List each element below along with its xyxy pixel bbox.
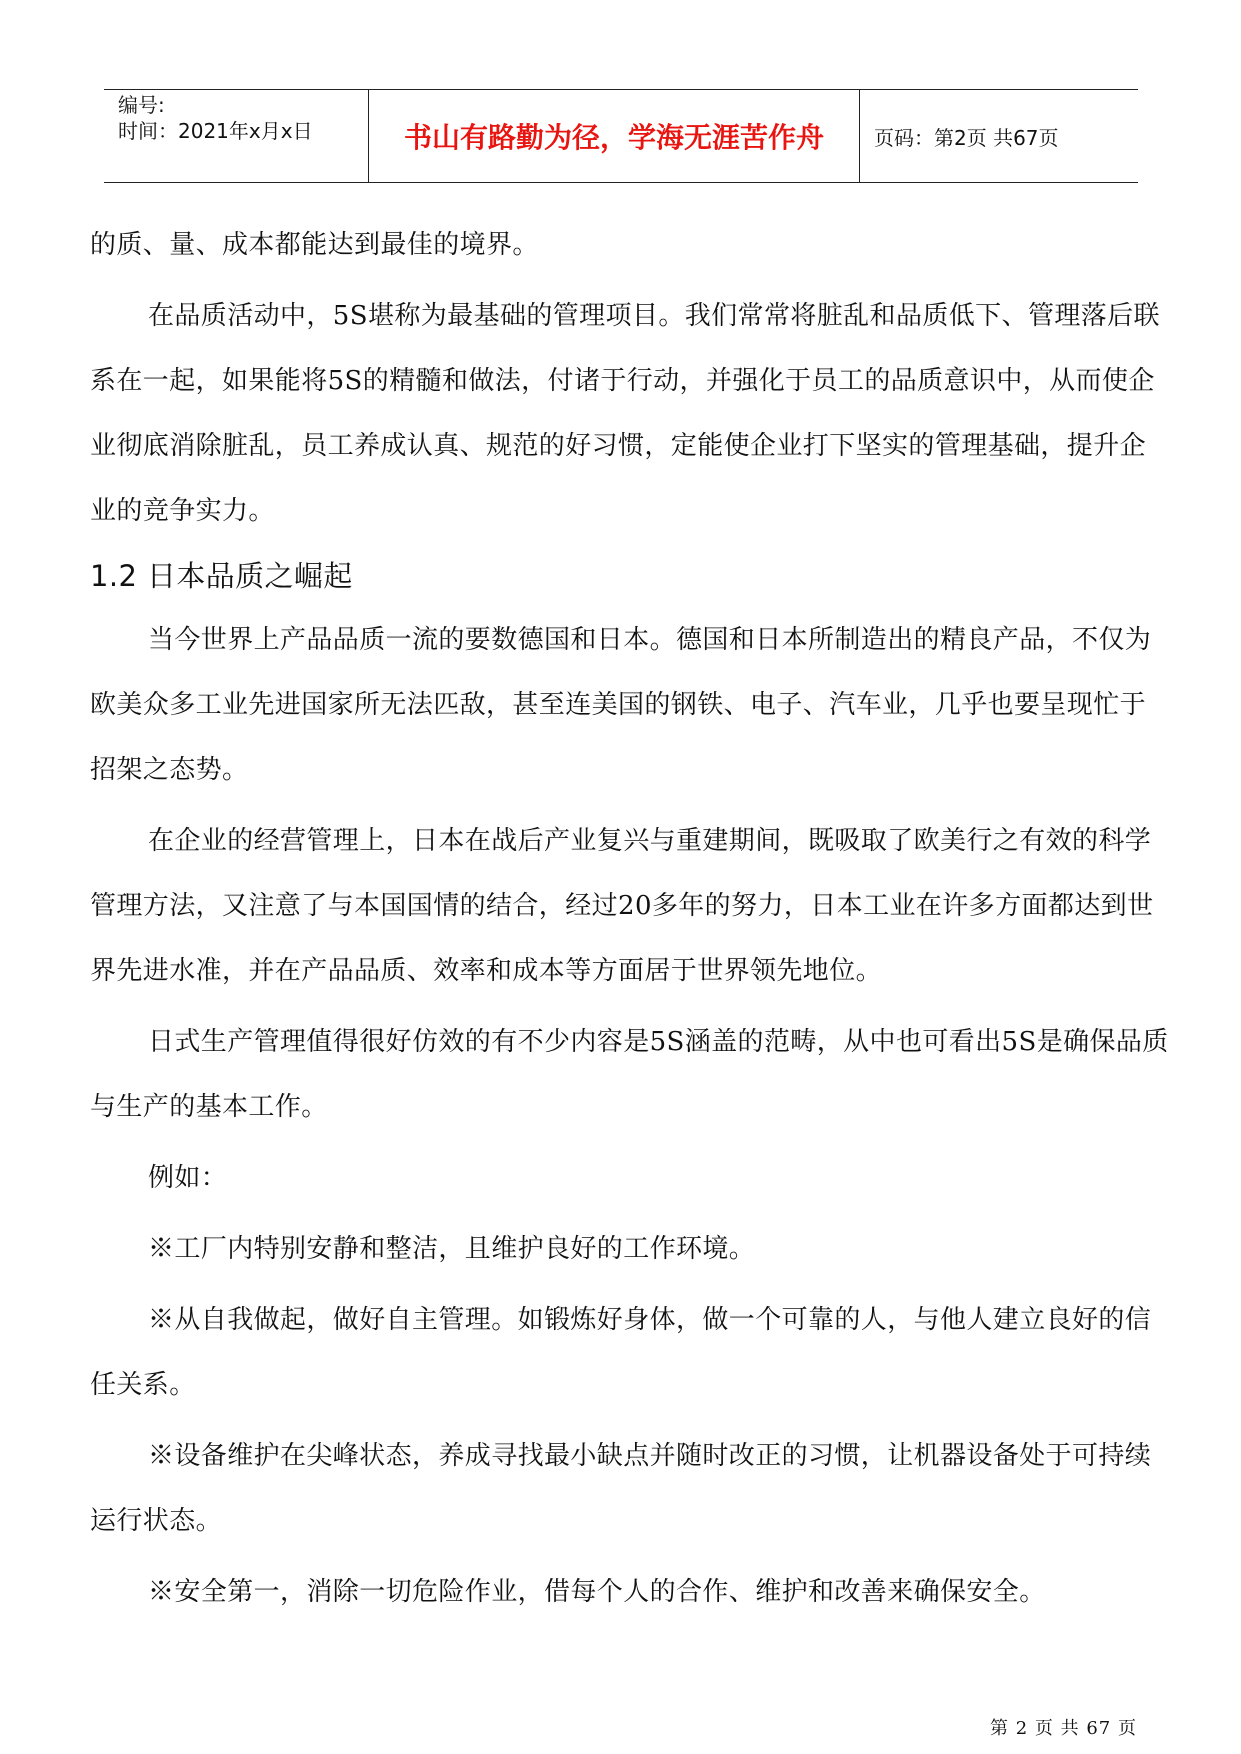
header-motto-cell xyxy=(369,90,860,182)
paragraph: 在企业的经营管理上，日本在战后产业复兴与重建期间，既吸取了欧美行之有效的科学管理方法，又注意了与本国国情的结合，经过20多年的努力，日本工业在许多方面都达到世界先进水准，并在产品品质、效率和成本等方面居于世界领先地位。 xyxy=(90,826,1154,986)
list-item: ※工厂内特别安静和整洁，且维护良好的工作环境。 xyxy=(148,1234,756,1264)
paragraph: 在品质活动中，5S堪称为最基础的管理项目。我们常常将脏乱和品质低下、管理落后联系在一起，如果能将5S的精髓和做法，付诸于行动，并强化于员工的品质意识中，从而使企业彻底消除脏乱，员工养成认真、规范的好习惯，定能使企业打下坚实的管理基础，提升企业的竞争实力。 xyxy=(90,301,1160,526)
date-label: 时间：2021年x月x日 xyxy=(118,119,313,143)
list-item: ※安全第一，消除一切危险作业，借每个人的合作、维护和改善来确保安全。 xyxy=(148,1577,1046,1607)
paragraph: 日式生产管理值得很好仿效的有不少内容是5S涵盖的范畴，从中也可看出5S是确保品质与生产的基本工作。 xyxy=(90,1027,1169,1122)
list-item: ※设备维护在尖峰状态，养成寻找最小缺点并随时改正的习惯，让机器设备处于可持续运行状态。 xyxy=(90,1441,1152,1536)
page-footer: 第 2 页 共 67 页 xyxy=(990,1718,1137,1739)
page-code-label: 页码：第2页 共67页 xyxy=(874,125,1059,150)
paragraph-continued: 的质、量、成本都能达到最佳的境界。 xyxy=(90,230,539,260)
list-item: ※从自我做起，做好自主管理。如锻炼好身体，做一个可靠的人，与他人建立良好的信任关系。 xyxy=(90,1305,1152,1400)
paragraph: 当今世界上产品品质一流的要数德国和日本。德国和日本所制造出的精良产品，不仅为欧美众多工业先进国家所无法匹敌，甚至连美国的钢铁、电子、汽车业，几乎也要呈现忙于招架之态势。 xyxy=(90,625,1152,785)
page-header xyxy=(104,89,1138,183)
motto-text: 书山有路勤为径，学海无涯苦作舟 xyxy=(403,121,824,154)
document-body xyxy=(90,213,1170,1625)
header-meta-cell xyxy=(104,90,369,182)
paragraph: 例如： xyxy=(148,1163,228,1193)
serial-number-label: 编号: xyxy=(118,93,165,117)
section-heading: 1.2 日本品质之崛起 xyxy=(90,559,353,593)
